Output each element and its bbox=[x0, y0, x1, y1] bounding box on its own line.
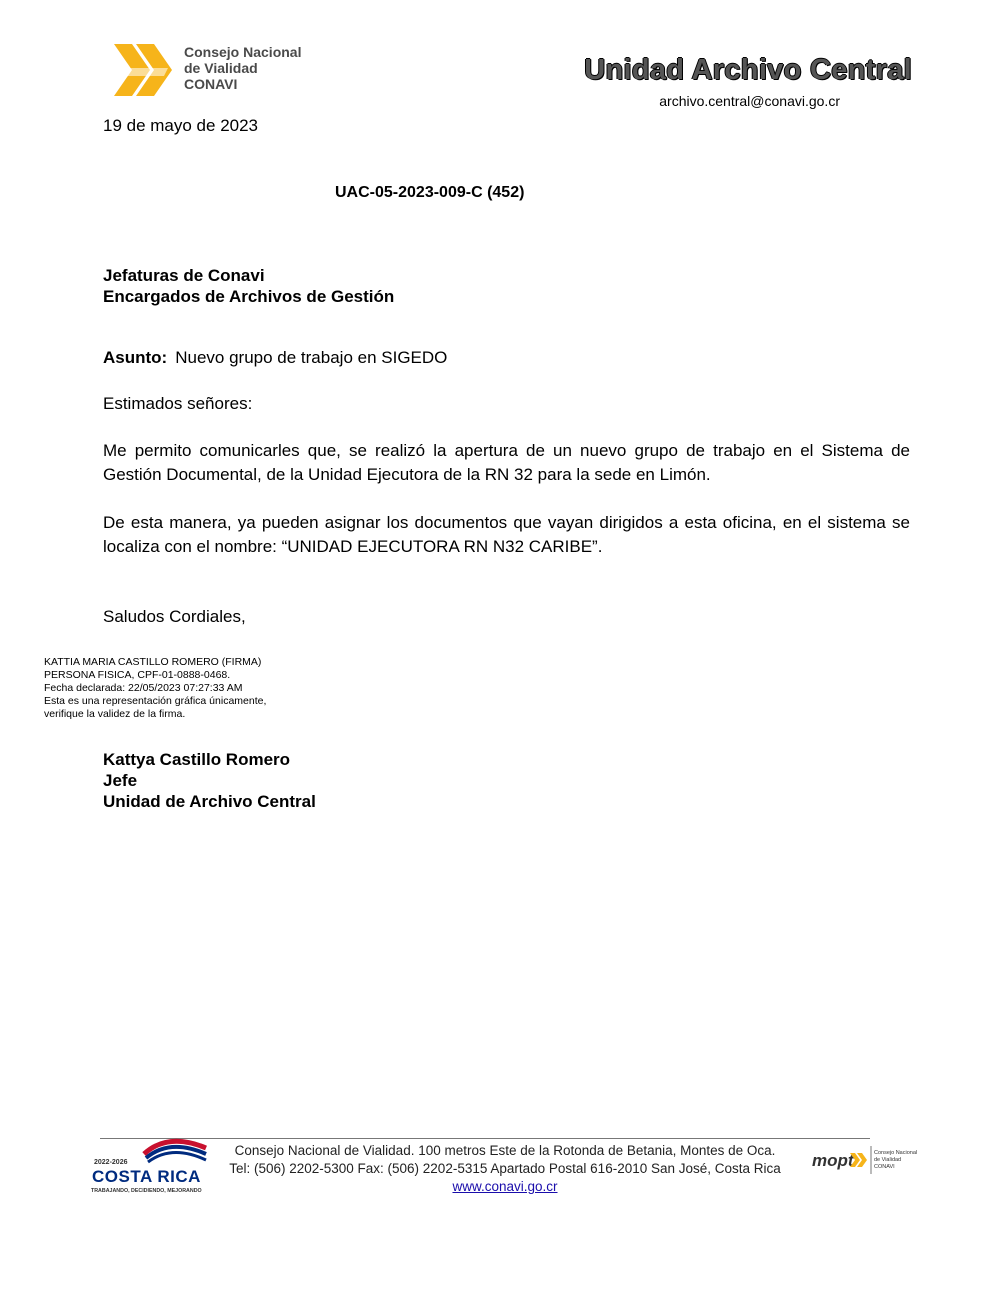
subject-row bbox=[103, 348, 447, 368]
footer-line-2: Tel: (506) 2202-5300 Fax: (506) 2202-5315 Apartado Postal 616-2010 San José, Costa Rica bbox=[229, 1161, 781, 1176]
signature-line: PERSONA FISICA, CPF-01-0888-0468. bbox=[44, 669, 231, 681]
logo-text bbox=[184, 44, 301, 92]
reference-number: UAC-05-2023-009-C (452) bbox=[335, 184, 525, 201]
signer-role: Jefe bbox=[103, 771, 138, 790]
conavi-chevron-icon bbox=[110, 38, 180, 104]
mopt-name: mopt bbox=[812, 1151, 854, 1170]
cr-years: 2022-2026 bbox=[94, 1159, 128, 1166]
cr-slogan: TRABAJANDO, DECIDIENDO, MEJORANDO bbox=[91, 1188, 202, 1194]
signature-line: Esta es una representación gráfica únicamente, bbox=[44, 695, 267, 707]
unit-email: archivo.central@conavi.go.cr bbox=[659, 93, 840, 109]
closing: Saludos Cordiales, bbox=[103, 607, 246, 626]
svg-text:de Vialidad: de Vialidad bbox=[874, 1157, 902, 1163]
body-paragraph: De esta manera, ya pueden asignar los documentos que vayan dirigidos a esta oficina, en el sistema se localiza con el nombre: “UNIDAD EJECUTORA RN N32 CARIBE”. bbox=[103, 513, 910, 556]
footer-divider bbox=[100, 1138, 870, 1139]
costa-rica-logo bbox=[88, 1134, 213, 1196]
cr-name: COSTA RICA bbox=[92, 1167, 201, 1186]
signature-line: Fecha declarada: 22/05/2023 07:27:33 AM bbox=[44, 682, 243, 694]
signer-unit: Unidad de Archivo Central bbox=[103, 792, 316, 811]
costa-rica-emblem-icon bbox=[88, 1134, 213, 1196]
digital-signature-block bbox=[44, 656, 266, 721]
signature-line: KATTIA MARIA CASTILLO ROMERO (FIRMA) bbox=[44, 656, 262, 668]
logo-line: Consejo Nacional bbox=[184, 44, 302, 60]
svg-text:Consejo Nacional: Consejo Nacional bbox=[874, 1150, 918, 1156]
mopt-emblem-icon bbox=[810, 1144, 920, 1176]
website-link[interactable]: www.conavi.go.cr bbox=[452, 1179, 558, 1194]
unit-title: Unidad Archivo Central bbox=[584, 54, 912, 86]
subject-text: Nuevo grupo de trabajo en SIGEDO bbox=[175, 348, 448, 367]
footer-line-1: Consejo Nacional de Vialidad. 100 metros Este de la Rotonda de Betania, Montes de Oca. bbox=[234, 1143, 776, 1158]
subject-label: Asunto: bbox=[103, 348, 168, 367]
signer-name: Kattya Castillo Romero bbox=[103, 750, 291, 769]
recipient-line: Encargados de Archivos de Gestión bbox=[103, 287, 395, 306]
logo-line: CONAVI bbox=[184, 76, 238, 92]
document-date: 19 de mayo de 2023 bbox=[103, 116, 259, 135]
signature-line: verifique la validez de la firma. bbox=[44, 708, 186, 720]
logo-line: de Vialidad bbox=[184, 60, 258, 76]
recipient-line: Jefaturas de Conavi bbox=[103, 266, 265, 285]
svg-text:CONAVI: CONAVI bbox=[874, 1164, 895, 1170]
mopt-logo bbox=[810, 1144, 920, 1176]
greeting: Estimados señores: bbox=[103, 394, 253, 413]
footer-address bbox=[220, 1142, 790, 1196]
body-paragraph: Me permito comunicarles que, se realizó la apertura de un nuevo grupo de trabajo en el Sistema de Gestión Documental, de la Unidad Ejecutora de la RN 32 para la sede en Limón. bbox=[103, 441, 910, 484]
